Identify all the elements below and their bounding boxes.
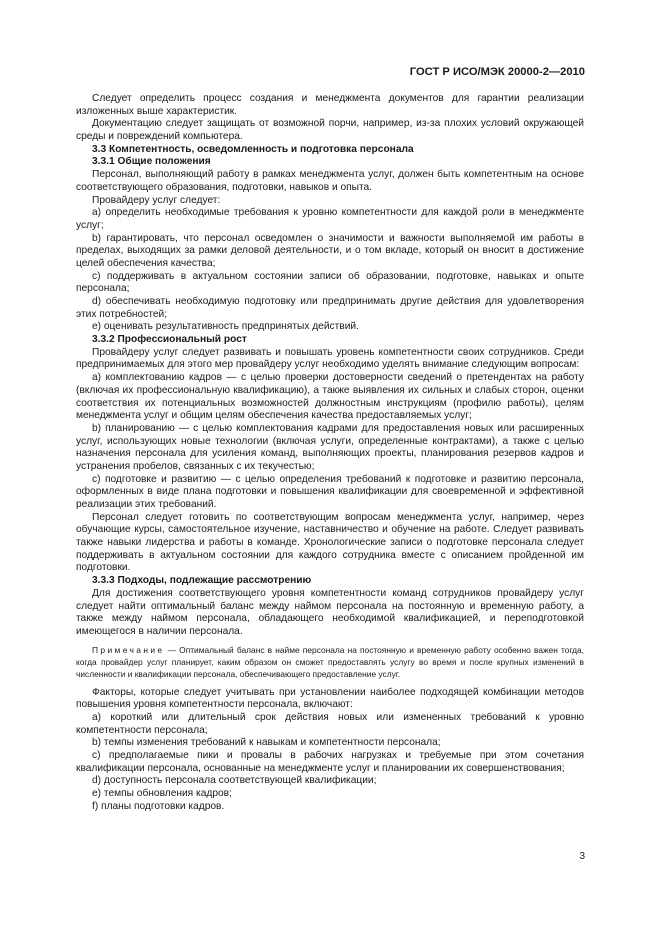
list-item: d) доступность персонала соответствующей квалификации;	[92, 775, 377, 787]
list-item: f) планы подготовки кадров.	[92, 800, 225, 812]
list-item: e) оценивать результативность предпринятых действий.	[92, 321, 359, 333]
section-heading: 3.3 Компетентность, осведомленность и подготовка персонала	[92, 143, 414, 155]
subsection-heading: 3.3.1 Общие положения	[92, 156, 211, 168]
subsection-heading: 3.3.2 Профессиональный рост	[92, 334, 247, 346]
paragraph: Персонал, выполняющий работу в рамках менеджмента услуг, должен быть компетентным на основе соответствующего образования, подготовки, навыков и опыта.	[76, 169, 584, 193]
paragraph: Провайдеру услуг следует:	[92, 194, 221, 206]
note-label: Примечание	[92, 644, 165, 655]
list-item: b) гарантировать, что персонал осведомлен о значимости и важности выполняемой им работы в пределах, выходящих за рамки деловой деятельности, и о том вкладе, который он вносит в достижение целей обеспечения качества;	[76, 232, 584, 269]
page-number: 3	[579, 851, 585, 862]
paragraph: Документацию следует защищать от возможной порчи, например, из-за плохих условий окружающей среды и повреждений компьютера.	[76, 118, 584, 143]
list-item: d) обеспечивать необходимую подготовку или предпринимать другие действия для удовлетворения этих потребностей;	[76, 296, 584, 320]
list-item: c) предполагаемые пики и провалы в рабочих нагрузках и требуемые при этом сочетания квалификации персонала, основанные на менеджменте услуг и планировании их совершенствования;	[76, 750, 584, 774]
note-text: — Оптимальный баланс в найме персонала на постоянную и временную работу особенно важен тогда, когда провайдер услуг планирует, каким образом он сможет предоставлять услугу во время и после крупных изменений в численности и квалификации персонала, обеспечивающего предоставление услуг.	[76, 644, 584, 679]
paragraph: Для достижения соответствующего уровня компетентности команд сотрудников провайдеру услуг следует найти оптимальный баланс между наймом персонала на постоянную и временную работу, а также между наймом персонала, обладающего необходимой квалификацией, и переподготовкой имеющегося в наличии персонала.	[76, 587, 584, 637]
paragraph: Персонал следует готовить по соответствующим вопросам менеджмента услуг, например, через обучающие курсы, самостоятельное изучение, наставничество и обучение на работе. Следует развивать также навыки лидерства и работы в команде. Хронологические записи о подготовке персонала следует поддерживать в актуальном состоянии для каждого сотрудника вместе с описанием пройденной им подготовки.	[76, 511, 584, 574]
paragraph: Провайдеру услуг следует развивать и повышать уровень компетентности своих сотрудников. Среди предпринимаемых для этого мер провайдеру услуг необходимо уделять внимание следующим вопросам:	[76, 346, 584, 371]
paragraph: Следует определить процесс создания и менеджмента документов для гарантии реализации изложенных выше характеристик.	[76, 93, 584, 117]
list-item: b) темпы изменения требований к навыкам и компетентности персонала;	[92, 737, 441, 749]
subsection-heading: 3.3.3 Подходы, подлежащие рассмотрению	[92, 575, 312, 587]
list-item: c) подготовке и развитию — с целью определения требований к подготовке и развитию персонала, оформленных в виде плана подготовки и повышения квалификации для своевременной и эффективной реализации этих требований.	[76, 473, 584, 510]
list-item: c) поддерживать в актуальном состоянии записи об образовании, подготовке, навыках и опыте персонала;	[76, 270, 584, 295]
note	[76, 644, 584, 680]
document-header: ГОСТ Р ИСО/МЭК 20000-2—2010	[409, 66, 585, 78]
list-item: a) определить необходимые требования к уровню компетентности для каждой роли в менеджменте услуг;	[76, 207, 584, 231]
list-item: b) планированию — с целью комплектования кадрами для предоставления новых или расширенных услуг, использующих новые технологии (включая услуги, определенные контрактами), а также с целью назначения персонала для усиления команд, выполняющих проекты, планирования резервов кадров и устранения пробелов, связанных с их текучестью;	[76, 422, 584, 472]
list-item: e) темпы обновления кадров;	[92, 788, 232, 800]
list-item: a) комплектованию кадров — с целью проверки достоверности сведений о претендентах на работу (включая их профессиональную квалификацию), а также выявления их сильных и слабых сторон, оценки соответствия их потенциальных возможностей должностным инструкциям (профилю работы), целям менеджмента услуг и общим целям обеспечения качества предоставляемых услуг;	[76, 372, 584, 422]
paragraph: Факторы, которые следует учитывать при установлении наиболее подходящей комбинации методов повышения уровня компетентности персонала, включают:	[76, 686, 584, 711]
document-body	[76, 93, 584, 813]
list-item: a) короткий или длительный срок действия новых или измененных требований к уровню компетентности персонала;	[76, 711, 584, 736]
